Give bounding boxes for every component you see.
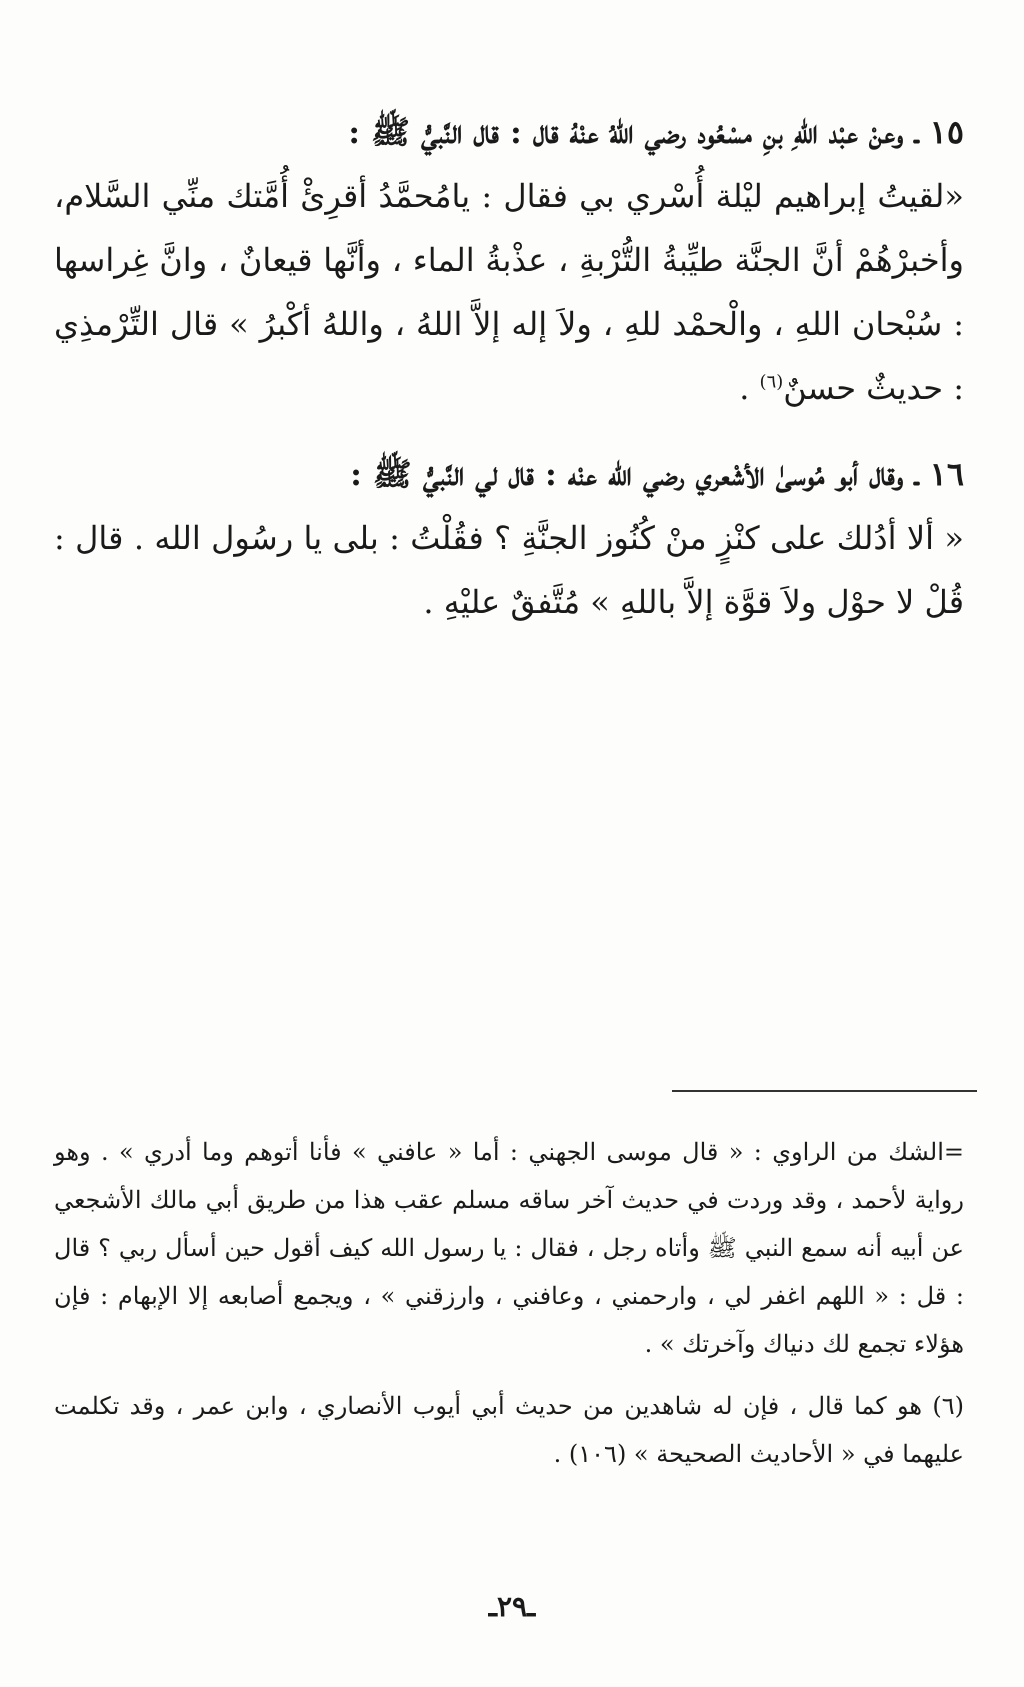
hadith-15-end: . [739,369,760,407]
main-text [54,100,964,634]
footnote-6: (٦) هو كما قال ، فإن له شاهدين من حديث أبي أيوب الأنصاري ، وابن عمر ، وقد تكلمت عليهما في « الأحاديث الصحيحة » (١٠٦) . [54,1392,964,1468]
footnotes [54,1128,964,1478]
footnote-continuation: =الشك من الراوي : « قال موسى الجهني : أما « عافني » فأنا أتوهم وما أدري » . وهو رواية لأحمد ، وقد وردت في حديث آخر ساقه مسلم عقب هذا من طريق أبي مالك الأشجعي عن أبيه أنه سمع النبي ﷺ وأتاه رجل ، فقال : يا رسول الله كيف أقول حين أسأل ربي ؟ قال : قل : « اللهم اغفر لي ، وارحمني ، وعافني ، وارزقني » ، ويجمع أصابعه إلا الإبهام : فإن هؤلاء تجمع لك دنياك وآخرتك » . [54,1138,964,1358]
footnote-ref-6: (٦) [759,371,784,393]
footnote-divider [672,1090,977,1092]
hadith-15-intro: ١٥ ـ وعنْ عبْد اللهِ بنِ مسْعُود رضي اللهُ عنْهُ قال : قال النَّبيُّ ﷺ : [348,113,964,151]
hadith-16-intro: ١٦ ـ وقال أبو مُوسىٰ الأشْعري رضي الله عنْه : قال لي النَّبيُّ ﷺ : [350,455,964,493]
page-number: ـ٢٩ـ [488,1590,536,1623]
hadith-15-text [54,164,964,420]
hadith-16-text: « ألا أدُلك على كنْزٍ منْ كُنُوز الجنَّةِ ؟ فقُلْتُ : بلى يا رسُول الله . قال : قُلْ لا حوْل ولاَ قوَّة إلاَّ باللهِ » مُتَّفقٌ عليْهِ . [54,519,965,621]
hadith-15-body: «لقيتُ إبراهيم ليْلة أُسْري بي فقال : يامُحمَّدُ أقرِئْ أُمَّتك منِّي السَّلام، وأخبرْهُمْ أنَّ الجنَّة طيِّبةُ التُّرْبةِ ، عذْبةُ الماء ، وأنَّها قيعانٌ ، وانَّ غِراسها : سُبْحان اللهِ ، والْحمْد للهِ ، ولاَ إله إلاَّ اللهُ ، واللهُ أكْبرُ » قال التِّرْمذِي : حديثٌ حسنٌ [54,177,964,407]
